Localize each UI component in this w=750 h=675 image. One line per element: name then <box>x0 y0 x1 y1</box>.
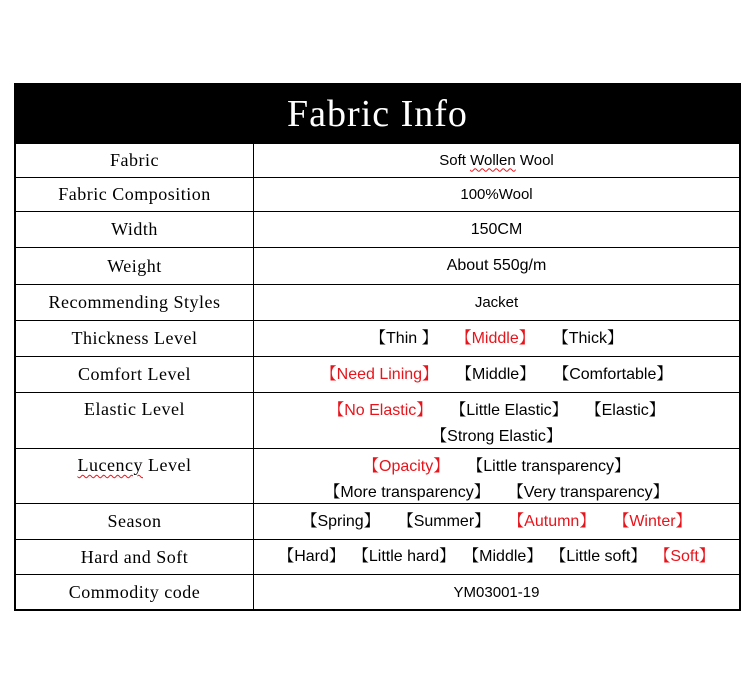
value-fabric-mark: Wollen <box>470 151 516 169</box>
hardsoft-option-little-hard: 【Little hard】 <box>352 548 456 565</box>
row-elastic <box>16 392 739 448</box>
comfort-option-middle: 【Middle】 <box>456 365 536 383</box>
value-fabric <box>254 144 739 177</box>
row-lucency <box>16 448 739 503</box>
value-width: 150CM <box>470 220 523 238</box>
label-composition: Fabric Composition <box>16 178 254 211</box>
value-fabric-post: Wool <box>515 151 554 169</box>
thickness-option-middle: 【Middle】 <box>455 329 535 347</box>
value-fabric-pre: Soft <box>439 151 471 169</box>
comfort-option-need-lining: 【Need Lining】 <box>320 365 439 383</box>
label-weight: Weight <box>16 248 254 284</box>
lucency-option-opacity: 【Opacity】 <box>363 458 450 475</box>
row-fabric <box>16 143 739 177</box>
table-title: Fabric Info <box>16 85 739 143</box>
row-weight <box>16 247 739 284</box>
lucency-option-very-transparency: 【Very transparency】 <box>507 484 669 501</box>
lucency-option-more-transparency: 【More transparency】 <box>324 484 490 501</box>
label-lucency-post: Level <box>142 455 192 475</box>
season-option-winter: 【Winter】 <box>613 512 692 530</box>
comfort-option-comfortable: 【Comfortable】 <box>553 365 673 383</box>
value-hard-soft <box>254 540 739 574</box>
hardsoft-option-little-soft: 【Little soft】 <box>550 548 647 565</box>
label-styles: Recommending Styles <box>16 285 254 320</box>
hardsoft-option-soft: 【Soft】 <box>654 548 715 565</box>
value-weight: About 550g/m <box>446 257 547 274</box>
value-elastic <box>254 393 739 448</box>
row-width <box>16 211 739 247</box>
hardsoft-option-middle: 【Middle】 <box>463 548 543 565</box>
label-width: Width <box>16 212 254 247</box>
row-thickness <box>16 320 739 356</box>
label-lucency <box>16 449 254 503</box>
elastic-option-little-elastic: 【Little Elastic】 <box>450 402 568 419</box>
row-composition <box>16 177 739 211</box>
elastic-option-strong-elastic: 【Strong Elastic】 <box>431 428 562 445</box>
row-comfort <box>16 356 739 392</box>
value-commodity-code: YM03001-19 <box>453 583 540 601</box>
season-option-autumn: 【Autumn】 <box>508 512 596 530</box>
value-season <box>254 504 739 539</box>
value-comfort <box>254 357 739 392</box>
row-commodity-code <box>16 574 739 609</box>
fabric-info-table <box>14 83 741 611</box>
label-hard-soft: Hard and Soft <box>16 540 254 574</box>
row-hard-soft <box>16 539 739 574</box>
value-lucency <box>254 449 739 503</box>
season-option-summer: 【Summer】 <box>397 512 491 530</box>
value-composition: 100%Wool <box>460 186 533 203</box>
thickness-option-thin: 【Thin 】 <box>370 329 438 347</box>
label-comfort: Comfort Level <box>16 357 254 392</box>
label-thickness: Thickness Level <box>16 321 254 356</box>
elastic-option-elastic: 【Elastic】 <box>585 402 665 419</box>
row-season <box>16 503 739 539</box>
label-fabric: Fabric <box>16 144 254 177</box>
label-lucency-mark: Lucency <box>77 455 143 475</box>
label-commodity-code: Commodity code <box>16 575 254 609</box>
value-thickness <box>254 321 739 356</box>
label-season: Season <box>16 504 254 539</box>
hardsoft-option-hard: 【Hard】 <box>278 548 345 565</box>
season-option-spring: 【Spring】 <box>301 512 380 530</box>
row-styles <box>16 284 739 320</box>
label-elastic: Elastic Level <box>16 393 254 448</box>
thickness-option-thick: 【Thick】 <box>552 329 623 347</box>
lucency-option-little-transparency: 【Little transparency】 <box>467 458 630 475</box>
value-styles: Jacket <box>474 294 519 311</box>
elastic-option-no-elastic: 【No Elastic】 <box>328 402 433 419</box>
